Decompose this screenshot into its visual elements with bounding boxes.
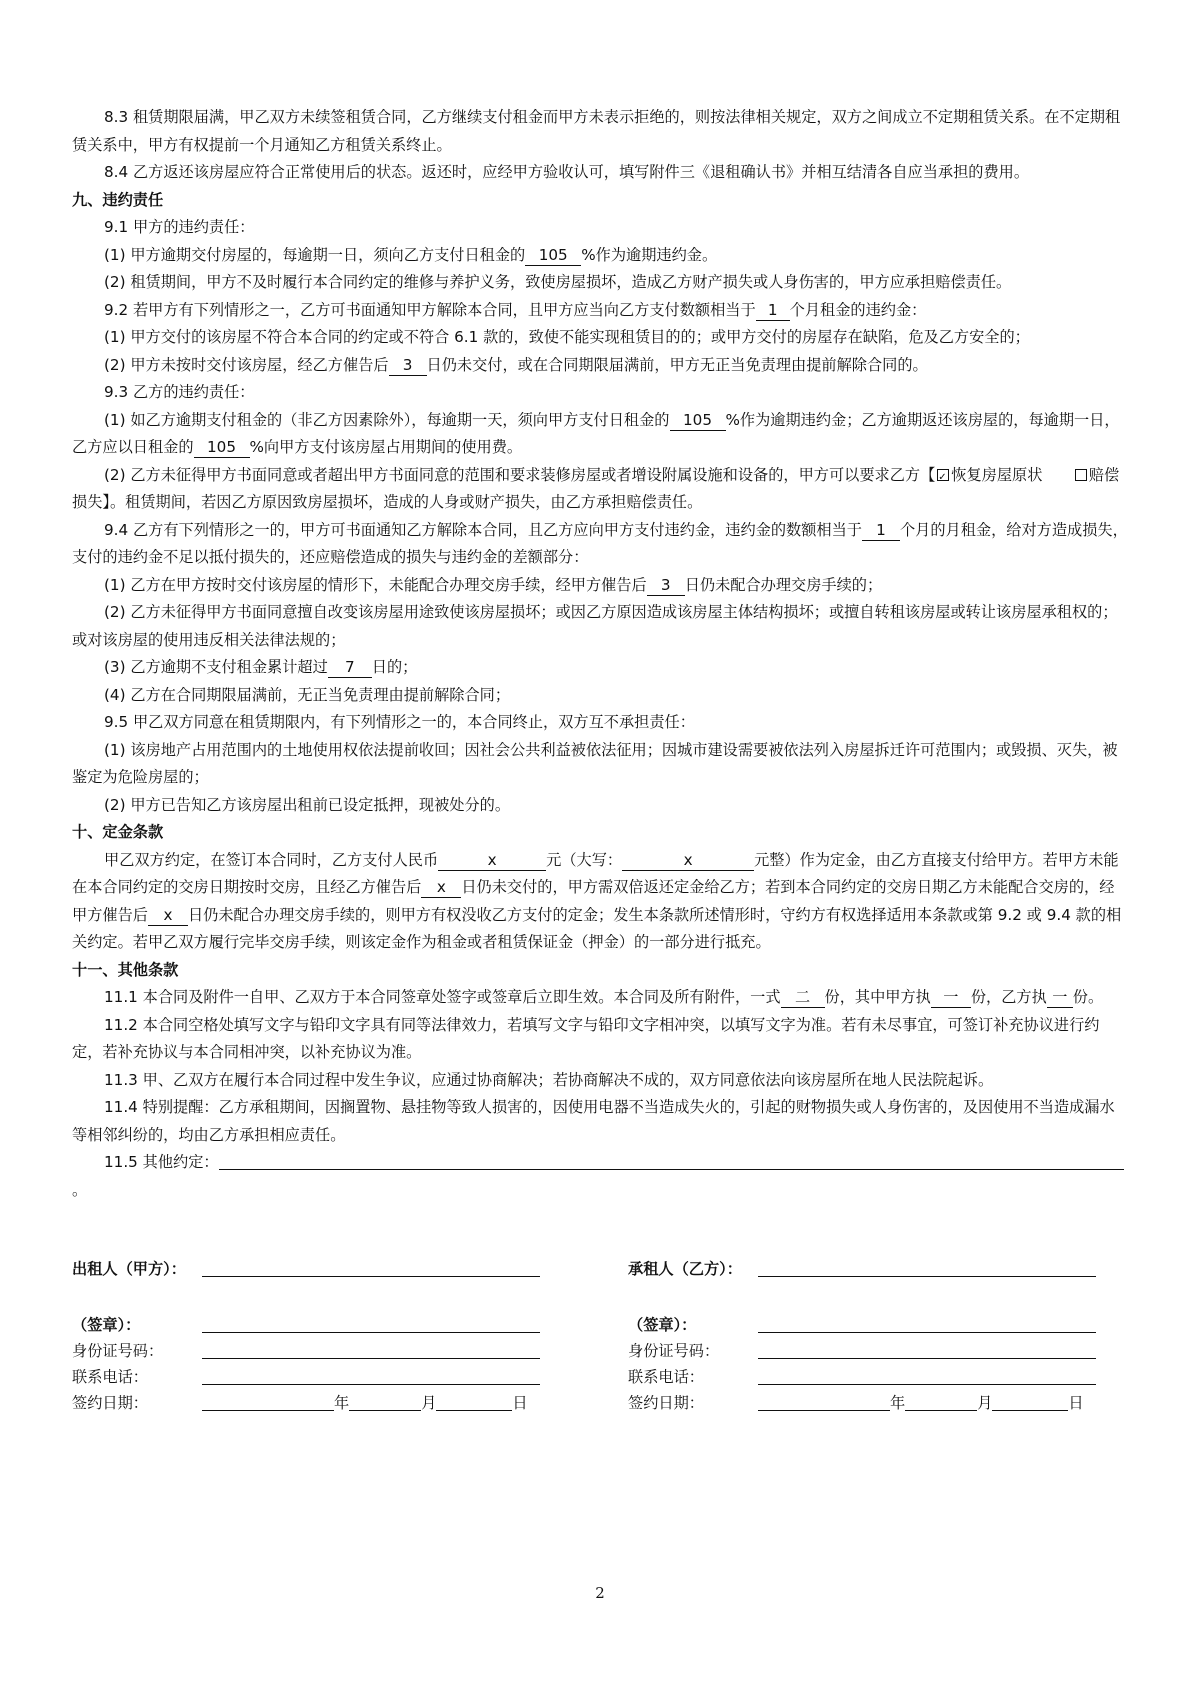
copies-total-field: 二: [781, 987, 825, 1008]
late-rent-rate-field: 105: [670, 410, 726, 431]
lessee-penalty-months-field: 1: [862, 520, 900, 541]
clause-8-3: 8.3 租赁期限届满，甲乙双方未续签租赁合同，乙方继续支付租金而甲方未表示拒绝的，则按法律相关规定，双方之间成立不定期租赁关系。在不定期租赁关系中，甲方有权提前一个月通知乙方租赁关系终止。: [72, 108, 1121, 154]
lessor-id-row: [72, 1337, 572, 1365]
lessor-date-row: [72, 1389, 572, 1417]
phone-label: 联系电话：: [628, 1368, 704, 1386]
seal-label: （签章）：: [72, 1316, 141, 1334]
lessor-penalty-months-field: 1: [756, 300, 790, 321]
overdue-days-field: 7: [328, 657, 372, 678]
clause-9-5-1: (1) 该房地产占用范围内的土地使用权依法提前收回；因社会公共利益被依法征用；因城市建设需要被依法列入房屋拆迁许可范围内；或毁损、灭失，被鉴定为危险房屋的；: [72, 740, 1118, 786]
deposit-reminder-days-field: x: [421, 877, 461, 898]
clause-9-2: 9.2 若甲方有下列情形之一，乙方可书面通知甲方解除本合同，且甲方应当向乙方支付数额相当于 1 个月租金的违约金：: [104, 300, 927, 319]
clause-9-4-4: (4) 乙方在合同期限届满前，无正当免责理由提前解除合同；: [104, 685, 511, 704]
section-heading-10: 十、定金条款: [72, 823, 164, 841]
deposit-amount-field: x: [438, 850, 546, 871]
clause-9-4-2: (2) 乙方未征得甲方书面同意擅自改变该房屋用途致使该房屋损坏；或因乙方原因造成该房屋主体结构损坏；或擅自转租该房屋或转让该房屋承租权的；或对该房屋的使用违反相关法律法规的；: [72, 603, 1118, 649]
checkbox-empty-icon[interactable]: [1075, 469, 1087, 481]
lessee-id-field[interactable]: [758, 1358, 1096, 1359]
clause-11-4: 11.4 特别提醒：乙方承租期间，因搁置物、悬挂物等致人损害的，因使用电器不当造成失火的，引起的财物损失或人身伤害的，及因使用不当造成漏水等相邻纠纷的，均由乙方承担相应责任。: [72, 1098, 1115, 1144]
lessee-row: [628, 1255, 1128, 1283]
clause-9-3: 9.3 乙方的违约责任：: [104, 383, 255, 401]
clause-9-4-3: (3) 乙方逾期不支付租金累计超过 7 日的；: [104, 658, 418, 676]
other-terms-field[interactable]: [219, 1155, 1124, 1170]
date-label: 签约日期：: [72, 1394, 148, 1412]
date-label: 签约日期：: [628, 1394, 704, 1412]
handover-reminder-days-field: 3: [647, 575, 685, 596]
clause-9-3-1: (1) 如乙方逾期支付租金的（非乙方因素除外），每逾期一天，须向甲方支付日租金的 105 %作为逾期违约金；乙方逾期返还该房屋的，每逾期一日，乙方应以日租金的 105 %向甲方支付该房屋占用期间的使用费。: [72, 410, 1120, 456]
clause-11-1: 11.1 本合同及附件一自甲、乙双方于本合同签章处签字或签章后立即生效。本合同及所有附件，一式 二 份，其中甲方执 一 份，乙方执 一 份。: [104, 988, 1104, 1006]
lessee-id-row: [628, 1337, 1128, 1365]
reminder-days-field: 3: [389, 355, 427, 376]
clause-11-5: 11.5 其他约定：。: [72, 1149, 1128, 1204]
lessee-label: 承租人（乙方）：: [628, 1260, 742, 1278]
deposit-handover-days-field: x: [148, 905, 188, 926]
late-delivery-rate-field: 105: [525, 245, 581, 266]
clause-9-3-2: (2) 乙方未征得甲方书面同意或者超出甲方书面同意的范围和要求装修房屋或者增设附属设施和设备的，甲方可以要求乙方【✓ 恢复房屋原状 赔偿损失】。租赁期间，若因乙方原因致房屋损坏，造成的人身或财产损失，由乙方承担赔偿责任。: [72, 462, 1128, 517]
lessor-seal-row: [72, 1311, 572, 1339]
phone-label: 联系电话：: [72, 1368, 148, 1386]
lessor-row: [72, 1255, 572, 1283]
checkbox-checked-icon[interactable]: [937, 469, 949, 481]
clause-9-2-1: (1) 甲方交付的该房屋不符合本合同的约定或不符合 6.1 款的，致使不能实现租赁目的的；或甲方交付的房屋存在缺陷，危及乙方安全的；: [104, 328, 1030, 346]
page-number: 2: [595, 1584, 605, 1602]
id-label: 身份证号码：: [628, 1342, 720, 1360]
copies-lessor-field: 一: [931, 987, 971, 1008]
lessee-seal-row: [628, 1311, 1128, 1339]
lessee-seal-field[interactable]: [758, 1332, 1096, 1333]
section-heading-9: 九、违约责任: [72, 190, 164, 209]
lessor-date-field[interactable]: 年 月 日: [202, 1392, 528, 1413]
lessor-name-field[interactable]: [202, 1276, 540, 1277]
clause-9-5-2: (2) 甲方已告知乙方该房屋出租前已设定抵押，现被处分的。: [104, 795, 511, 814]
lessor-seal-field[interactable]: [202, 1332, 540, 1333]
lessee-date-field[interactable]: 年 月 日: [758, 1392, 1084, 1413]
clause-10: 甲乙双方约定，在签订本合同时，乙方支付人民币 x 元（大写： x 元整）作为定金，由乙方直接支付给甲方。若甲方未能在本合同约定的交房日期按时交房，且经乙方催告后 x 日仍未交付的，甲方需双倍返还定金给乙方；若到本合同约定的交房日期乙方未能配合交房的，经甲方催告后 x 日仍未配合办理交房手续的，则甲方有权没收乙方支付的定金；发生本条款所述情形时，守约方有权选择适用本条款或第 9.2 或 9.4 款的相关约定。若甲乙双方履行完毕交房手续，则该定金作为租金或者租赁保证金（押金）的一部分进行抵充。: [72, 850, 1122, 951]
deposit-amount-words-field: x: [622, 850, 754, 871]
clause-9-4-1: (1) 乙方在甲方按时交付该房屋的情形下，未能配合办理交房手续，经甲方催告后 3 日仍未配合办理交房手续的；: [104, 575, 883, 594]
lessee-date-row: [628, 1389, 1128, 1417]
clause-9-1-1: (1) 甲方逾期交付房屋的，每逾期一日，须向乙方支付日租金的 105 %作为逾期违约金。: [104, 245, 718, 264]
lessee-phone-field[interactable]: [758, 1384, 1096, 1385]
lessee-name-field[interactable]: [758, 1276, 1096, 1277]
clause-9-5: 9.5 甲乙双方同意在租赁期限内，有下列情形之一的，本合同终止，双方互不承担责任：: [104, 713, 695, 731]
clause-11-2: 11.2 本合同空格处填写文字与铅印文字具有同等法律效力，若填写文字与铅印文字相冲突，以填写文字为准。若有未尽事宜，可签订补充协议进行约定，若补充协议与本合同相冲突，以补充协议为准。: [72, 1015, 1100, 1061]
lessor-phone-row: [72, 1363, 572, 1391]
lessor-phone-field[interactable]: [202, 1384, 540, 1385]
section-heading-11: 十一、其他条款: [72, 960, 179, 979]
copies-lessee-field: 一: [1047, 987, 1073, 1008]
seal-label: （签章）：: [628, 1316, 697, 1334]
lessor-label: 出租人（甲方）：: [72, 1260, 186, 1278]
contract-body: [72, 104, 1128, 1204]
clause-9-4: 9.4 乙方有下列情形之一的，甲方可书面通知乙方解除本合同，且乙方应向甲方支付违约金，违约金的数额相当于 1 个月的月租金，给对方造成损失，支付的违约金不足以抵付损失的，还应赔偿造成的损失与违约金的差额部分：: [72, 520, 1128, 566]
id-label: 身份证号码：: [72, 1342, 164, 1360]
clause-8-4: 8.4 乙方返还该房屋应符合正常使用后的状态。返还时，应经甲方验收认可，填写附件三《退租确认书》并相互结清各自应当承担的费用。: [104, 163, 1030, 181]
overstay-rate-field: 105: [194, 437, 250, 458]
clause-9-1-2: (2) 租赁期间，甲方不及时履行本合同约定的维修与养护义务，致使房屋损坏，造成乙方财产损失或人身伤害的，甲方应承担赔偿责任。: [104, 273, 1012, 291]
option-compensate: 赔偿损失: [72, 465, 1120, 511]
option-restore: 恢复房屋原状: [951, 465, 1043, 484]
clause-9-1: 9.1 甲方的违约责任：: [104, 218, 255, 236]
lessor-id-field[interactable]: [202, 1358, 540, 1359]
clause-11-3: 11.3 甲、乙双方在履行本合同过程中发生争议，应通过协商解决；若协商解决不成的，双方同意依法向该房屋所在地人民法院起诉。: [104, 1070, 994, 1089]
clause-9-2-2: (2) 甲方未按时交付该房屋，经乙方催告后 3 日仍未交付，或在合同期限届满前，甲方无正当免责理由提前解除合同的。: [104, 355, 928, 374]
lessee-phone-row: [628, 1363, 1128, 1391]
